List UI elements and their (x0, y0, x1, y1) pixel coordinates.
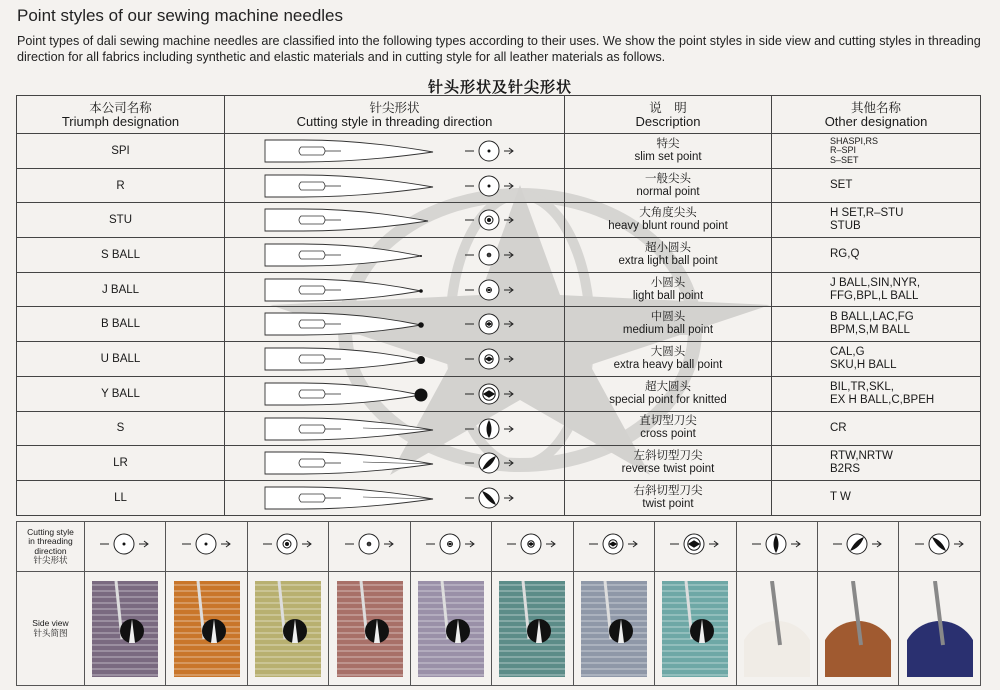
side-view-photo-cell (329, 572, 410, 686)
cutting-style-cell (225, 307, 565, 342)
fabric-photo (662, 581, 728, 677)
cutting-style-cell (225, 203, 565, 238)
fabric-photo (744, 581, 810, 677)
cutting-symbol-icon (913, 532, 967, 556)
cutting-symbol-icon (465, 278, 515, 302)
other-designation-cell: CAL,G SKU,H BALL (772, 342, 981, 377)
strip-symbol-cell (410, 522, 491, 572)
strip-symbol-cell (329, 522, 410, 572)
page-title: Point styles of our sewing machine needles (17, 6, 344, 25)
side-view-photo-cell (655, 572, 736, 686)
strip-symbol-cell (817, 522, 898, 572)
cutting-style-cell (225, 272, 565, 307)
description-cell: 右斜切型刀尖 twist point (565, 480, 772, 515)
side-view-photo-cell (573, 572, 654, 686)
chinese-title: 针头形状及针尖形状 (427, 79, 572, 96)
table-row (17, 272, 981, 307)
designation-cell: J BALL (17, 272, 225, 307)
fabric-photo (825, 581, 891, 677)
strip-symbol-cell (492, 522, 573, 572)
header-cutting-style: 针尖形状 Cutting style in threading direction (225, 96, 565, 134)
other-designation-cell: B BALL,LAC,FG BPM,S,M BALL (772, 307, 981, 342)
table-row (17, 342, 981, 377)
fabric-photo (255, 581, 321, 677)
side-view-photo-cell (736, 572, 817, 686)
cutting-symbol-icon (424, 532, 478, 556)
cutting-symbol-icon (261, 532, 315, 556)
fabric-photo (581, 581, 647, 677)
cutting-symbol-icon (465, 243, 515, 267)
needle-side-icon (263, 485, 443, 511)
designation-cell: S (17, 411, 225, 446)
fabric-photo (337, 581, 403, 677)
designation-cell: LL (17, 480, 225, 515)
header-description: 说 明 Description (565, 96, 772, 134)
table-row (17, 203, 981, 238)
table-row (17, 446, 981, 481)
cutting-style-cell (225, 480, 565, 515)
cutting-symbol-icon (831, 532, 885, 556)
intro-paragraph: Point types of dali sewing machine needles are classified into the following types according to their uses. We show the point styles in side view and cutting styles in threading direction for all fabrics including synthetic and elastic materials and in cutting style for all leather materials as follows. (17, 34, 981, 64)
side-view-photo-cell (247, 572, 328, 686)
other-designation-cell: BIL,TR,SKL, EX H BALL,C,BPEH (772, 376, 981, 411)
needle-side-icon (263, 207, 443, 233)
other-designation-cell: J BALL,SIN,NYR, FFG,BPL,L BALL (772, 272, 981, 307)
cutting-symbol-icon (505, 532, 559, 556)
side-view-photo-cell (492, 572, 573, 686)
side-view-photo-cell (410, 572, 491, 686)
fabric-photo (92, 581, 158, 677)
designation-cell: LR (17, 446, 225, 481)
strip-symbol-cell (899, 522, 980, 572)
strip-symbol-cell (573, 522, 654, 572)
fabric-photo (174, 581, 240, 677)
other-designation-cell: CR (772, 411, 981, 446)
side-view-photo-cell (817, 572, 898, 686)
cutting-symbol-icon (750, 532, 804, 556)
cutting-style-cell (225, 446, 565, 481)
other-designation-cell: T W (772, 480, 981, 515)
cutting-style-cell (225, 168, 565, 203)
other-designation-cell: RTW,NRTW B2RS (772, 446, 981, 481)
other-designation-cell: SHASPI,RS R–SPI S–SET (772, 134, 981, 169)
table-row (17, 480, 981, 515)
table-row (17, 411, 981, 446)
cutting-symbol-icon (98, 532, 152, 556)
cutting-symbol-icon (668, 532, 722, 556)
side-view-photo-cell (899, 572, 980, 686)
designation-cell: R (17, 168, 225, 203)
strip-symbol-cell (166, 522, 247, 572)
other-designation-cell: H SET,R–STU STUB (772, 203, 981, 238)
cutting-symbol-icon (180, 532, 234, 556)
description-cell: 直切型刀尖 cross point (565, 411, 772, 446)
needle-side-icon (263, 311, 443, 337)
cutting-style-label: Cutting style in threading direction 针尖形状 (17, 522, 85, 572)
cutting-symbol-icon (465, 312, 515, 336)
needle-side-icon (263, 346, 443, 372)
needle-point-table (16, 95, 981, 516)
strip-symbol-cell (655, 522, 736, 572)
cutting-symbol-icon (343, 532, 397, 556)
table-header-row (17, 96, 981, 134)
designation-cell: B BALL (17, 307, 225, 342)
needle-side-icon (263, 277, 443, 303)
needle-side-icon (263, 242, 443, 268)
side-view-photo-cell (166, 572, 247, 686)
cutting-symbol-icon (465, 174, 515, 198)
header-other-designation: 其他名称 Other designation (772, 96, 981, 134)
strip-symbol-cell (85, 522, 166, 572)
designation-cell: STU (17, 203, 225, 238)
header-designation: 本公司名称 Triumph designation (17, 96, 225, 134)
description-cell: 超大圆头 special point for knitted (565, 376, 772, 411)
cutting-symbol-icon (465, 208, 515, 232)
cutting-style-strip (16, 521, 981, 686)
cutting-symbol-icon (465, 382, 515, 406)
description-cell: 一般尖头 normal point (565, 168, 772, 203)
needle-side-icon (263, 416, 443, 442)
cutting-symbol-icon (465, 486, 515, 510)
description-cell: 小圆头 light ball point (565, 272, 772, 307)
description-cell: 左斜切型刀尖 reverse twist point (565, 446, 772, 481)
table-row (17, 307, 981, 342)
description-cell: 大角度尖头 heavy blunt round point (565, 203, 772, 238)
cutting-style-cell (225, 376, 565, 411)
description-cell: 超小圆头 extra light ball point (565, 238, 772, 273)
needle-side-icon (263, 173, 443, 199)
other-designation-cell: RG,Q (772, 238, 981, 273)
other-designation-cell: SET (772, 168, 981, 203)
cutting-style-cell (225, 342, 565, 377)
cutting-symbol-icon (465, 139, 515, 163)
table-row (17, 168, 981, 203)
cutting-style-cell (225, 134, 565, 169)
needle-side-icon (263, 450, 443, 476)
cutting-symbol-icon (465, 347, 515, 371)
fabric-photo (907, 581, 973, 677)
table-row (17, 238, 981, 273)
designation-cell: SPI (17, 134, 225, 169)
strip-symbol-cell (247, 522, 328, 572)
designation-cell: U BALL (17, 342, 225, 377)
cutting-symbol-icon (465, 417, 515, 441)
fabric-photo (418, 581, 484, 677)
description-cell: 特尖 slim set point (565, 134, 772, 169)
table-row (17, 134, 981, 169)
needle-side-icon (263, 138, 443, 164)
table-row (17, 376, 981, 411)
side-view-label: Side view 针头简图 (17, 572, 85, 686)
designation-cell: S BALL (17, 238, 225, 273)
description-cell: 中圆头 medium ball point (565, 307, 772, 342)
cutting-style-cell (225, 411, 565, 446)
description-cell: 大圆头 extra heavy ball point (565, 342, 772, 377)
fabric-photo (499, 581, 565, 677)
cutting-symbol-icon (465, 451, 515, 475)
cutting-symbol-icon (587, 532, 641, 556)
cutting-style-cell (225, 238, 565, 273)
designation-cell: Y BALL (17, 376, 225, 411)
strip-symbol-cell (736, 522, 817, 572)
side-view-photo-cell (85, 572, 166, 686)
needle-side-icon (263, 381, 443, 407)
